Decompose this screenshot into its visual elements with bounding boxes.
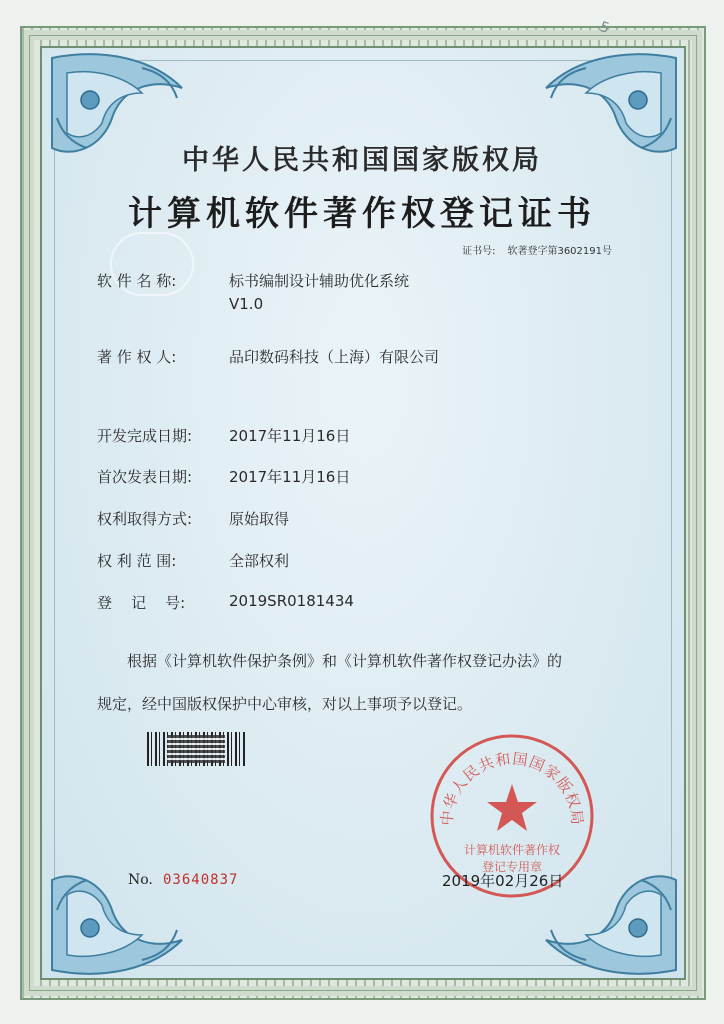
field-label: 登 记 号: [97,594,186,612]
field-value: 2019SR0181434 [229,592,354,610]
seal-line-1: 计算机软件著作权 [463,843,561,857]
certificate-number [462,242,612,257]
statement-line-1: 根据《计算机软件保护条例》和《计算机软件著作权登记办法》的 [127,652,563,670]
pencil-mark: 5 [597,19,612,37]
star-icon [487,784,537,831]
field-software-name [97,270,409,313]
seal-ring-text: 中华人民共和国国家版权局 [437,749,587,827]
field-value: 标书编制设计辅助优化系统 [229,272,410,290]
field-label: 开发完成日期: [97,427,193,445]
field-registration-number [97,592,354,613]
field-value-version: V1.0 [229,295,264,313]
barcode-icon [147,732,247,766]
field-first-publish-date [97,466,350,487]
certificate-title: 计算机软件著作权登记证书 [128,194,596,234]
field-dev-complete-date [97,425,350,446]
field-label: 首次发表日期: [97,468,193,486]
statement-line-2: 规定，经中国版权保护中心审核，对以上事项予以登记。 [97,695,473,713]
seal-line-2: 登记专用章 [481,860,543,874]
serial-number: 03640837 [163,872,239,888]
field-label: 著 作 权 人: [97,348,177,366]
field-value: 2017年11月16日 [229,427,351,445]
certificate-number-value: 软著登字第3602191号 [507,246,612,257]
certificate-number-label: 证书号: [462,246,496,257]
field-label: 软 件 名 称: [97,272,177,290]
field-label: 权 利 范 围: [97,552,177,570]
field-label: 权利取得方式: [97,510,193,528]
field-rights-scope [97,550,289,571]
issuer-title: 中华人民共和国国家版权局 [182,145,542,176]
field-value: 全部权利 [229,552,290,570]
field-value: 品印数码科技（上海）有限公司 [229,348,440,366]
field-value: 原始取得 [229,510,290,528]
field-copyright-owner [97,346,439,367]
field-acquisition-method [97,508,289,529]
field-value: 2017年11月16日 [229,468,351,486]
issue-date: 2019年02月26日 [442,872,564,890]
serial-label: No. [128,872,153,888]
